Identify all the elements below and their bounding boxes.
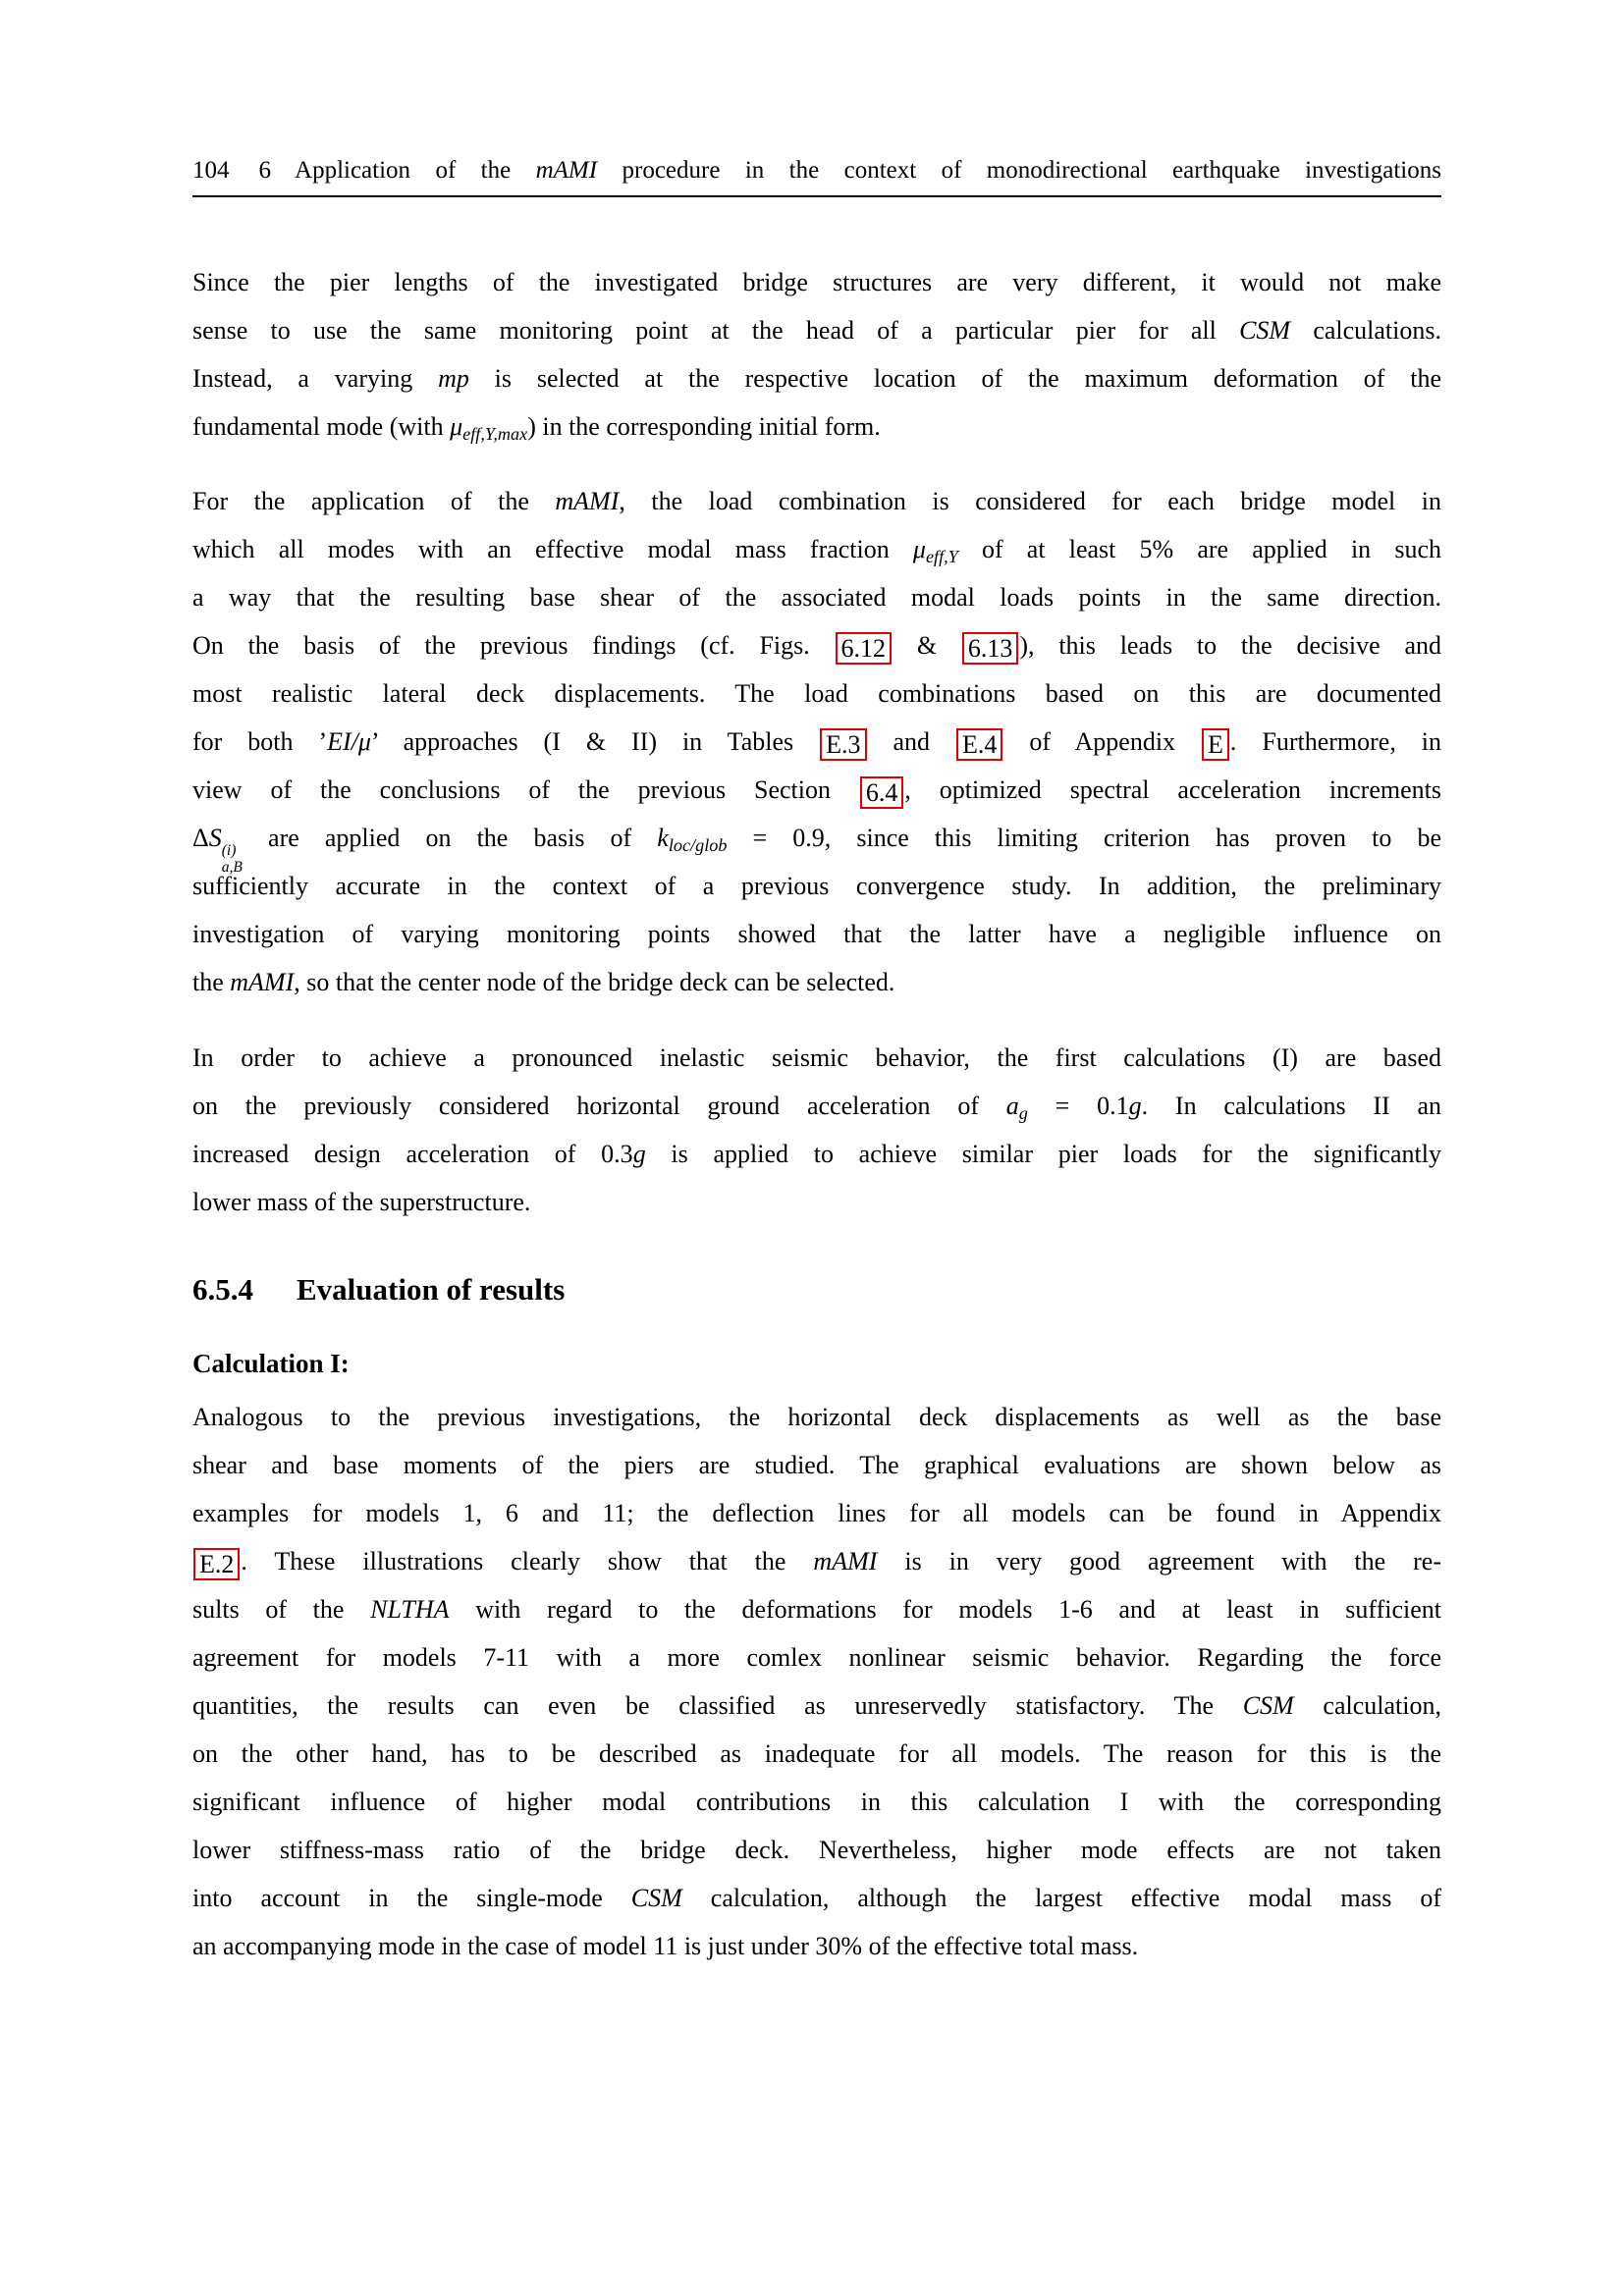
text-line (192, 1778, 1441, 1826)
italic-term: k (657, 824, 669, 852)
text-line (192, 1826, 1441, 1874)
chapter-header-title (259, 157, 1442, 184)
text-segment: , optimized spectral acceleration increments (904, 775, 1441, 804)
section-number: 6.5.4 (192, 1272, 253, 1307)
text-segment: is in very good agreement with the re- (877, 1547, 1442, 1575)
header-rule (192, 195, 1441, 197)
math-subscript: g (1018, 1103, 1028, 1124)
text-segment: quantities, the results can even be classified as unreservedly statisfactory. The (192, 1691, 1243, 1720)
ref-link[interactable]: 6.4 (860, 776, 904, 809)
text-line (192, 354, 1441, 402)
text-segment: of Appendix (1003, 727, 1202, 756)
text-line (192, 1730, 1441, 1778)
ref-link[interactable]: E.3 (820, 728, 866, 761)
text-segment: and (867, 727, 955, 756)
text-segment: , the load combination is considered for each bridge model in (619, 487, 1441, 515)
text-segment: & (893, 631, 961, 660)
text-line (192, 1082, 1441, 1130)
text-segment: the (192, 968, 231, 996)
text-block (192, 155, 1441, 1970)
italic-term: S (208, 824, 222, 852)
italic-term: CSM (1242, 1691, 1294, 1720)
text-line (192, 306, 1441, 354)
text-segment: , so that the center node of the bridge deck can be selected. (294, 968, 895, 996)
text-segment: 6 Application of the (258, 157, 536, 184)
ref-link[interactable]: 6.13 (962, 632, 1019, 665)
text-line (192, 1922, 1441, 1970)
text-line (192, 766, 1441, 814)
text-line (192, 621, 1441, 669)
text-segment: for both ’ (192, 727, 328, 756)
text-segment: on the other hand, has to be described as inadequate for all models. The reason for this is the (192, 1739, 1441, 1768)
text-segment: agreement for models 7-11 with a more comlex nonlinear seismic behavior. Regarding the force (192, 1643, 1441, 1672)
italic-term: μ (450, 412, 463, 441)
text-segment: procedure in the context of monodirectional earthquake investigations (597, 157, 1441, 184)
text-segment: with regard to the deformations for models 1-6 and at least in sufficient (449, 1595, 1442, 1624)
italic-term: a (1005, 1092, 1019, 1120)
text-segment: sufficiently accurate in the context of a previous convergence study. In addition, the preliminary (192, 872, 1441, 900)
text-line (192, 910, 1441, 958)
text-segment: is applied to achieve similar pier loads for the significantly (645, 1140, 1441, 1168)
italic-term: mp (438, 364, 469, 393)
text-line (192, 573, 1441, 621)
italic-term: g (1128, 1092, 1142, 1120)
text-segment: lower mass of the superstructure. (192, 1188, 531, 1216)
text-segment: investigation of varying monitoring points showed that the latter have a negligible influence on (192, 920, 1441, 948)
page-number: 104 (192, 157, 230, 184)
text-line (192, 1034, 1441, 1082)
text-segment: sults of the (192, 1595, 371, 1624)
text-segment: For the application of the (192, 487, 556, 515)
text-line (192, 1682, 1441, 1730)
text-segment: calculations. (1290, 316, 1441, 345)
text-line (192, 1633, 1441, 1682)
ref-link[interactable]: E (1202, 728, 1229, 761)
text-segment: calculation, although the largest effective modal mass of (681, 1884, 1441, 1912)
text-segment: an accompanying mode in the case of model 11 is just under 30% of the effective total mass. (192, 1932, 1139, 1960)
math-subscript: loc/glob (668, 835, 728, 856)
italic-term: μ (912, 535, 926, 563)
text-line (192, 1489, 1441, 1537)
ref-link[interactable]: E.2 (193, 1548, 240, 1580)
math-subscript: eff,Y (925, 547, 958, 567)
text-segment: examples for models 1, 6 and 11; the deflection lines for all models can be found in Appendix (192, 1499, 1441, 1527)
text-segment: In order to achieve a pronounced inelastic seismic behavior, the first calculations (I) are based (192, 1043, 1441, 1072)
text-line (192, 1537, 1441, 1585)
text-line (192, 1130, 1441, 1178)
text-line (192, 862, 1441, 910)
italic-term: mAMI (555, 487, 620, 515)
text-segment: is selected at the respective location of the maximum deformation of the (468, 364, 1441, 393)
text-line (192, 814, 1441, 877)
text-segment: Instead, a varying (192, 364, 439, 393)
text-segment: ) in the corresponding initial form. (527, 412, 881, 441)
text-segment: significant influence of higher modal contributions in this calculation I with the corresponding (192, 1788, 1441, 1816)
paragraph-monitoring-point (192, 258, 1441, 451)
text-segment: into account in the single-mode (192, 1884, 631, 1912)
text-segment: Since the pier lengths of the investigated bridge structures are very different, it would not make (192, 268, 1441, 296)
italic-term: NLTHA (370, 1595, 450, 1624)
text-line (192, 958, 1441, 1006)
text-line (192, 1874, 1441, 1922)
italic-term: CSM (630, 1884, 682, 1912)
text-segment: Δ (192, 824, 209, 852)
text-segment: are applied on the basis of (242, 824, 658, 852)
ref-link[interactable]: E.4 (956, 728, 1002, 761)
paragraph-calculation-one-evaluation (192, 1393, 1441, 1970)
text-segment: on the previously considered horizontal ground acceleration of (192, 1092, 1006, 1120)
text-line (192, 258, 1441, 306)
text-line (192, 1585, 1441, 1633)
text-segment: ), this leads to the decisive and (1019, 631, 1442, 660)
text-segment: most realistic lateral deck displacements. The load combinations based on this are documented (192, 679, 1441, 708)
text-segment: ’ approaches (I & II) in Tables (370, 727, 820, 756)
paragraph-calculation-setup (192, 1034, 1441, 1226)
text-segment: Analogous to the previous investigations, the horizontal deck displacements as well as the base (192, 1403, 1441, 1431)
text-line (192, 525, 1441, 573)
section-heading (192, 1271, 1441, 1308)
text-segment: increased design acceleration of 0.3 (192, 1140, 633, 1168)
math-subscript: eff,Y,max (462, 424, 528, 445)
text-line (192, 402, 1441, 451)
text-segment: . In calculations II an (1141, 1092, 1441, 1120)
text-segment: calculation, (1293, 1691, 1441, 1720)
italic-term: EI/μ (327, 727, 371, 756)
text-line (192, 477, 1441, 525)
text-segment: shear and base moments of the piers are studied. The graphical evaluations are shown below as (192, 1451, 1441, 1479)
italic-term: mAMI (230, 968, 295, 996)
italic-term: mAMI (535, 157, 598, 184)
running-header (192, 155, 1441, 187)
text-segment: fundamental mode (with (192, 412, 451, 441)
text-line (192, 1441, 1441, 1489)
text-segment: which all modes with an effective modal mass fraction (192, 535, 913, 563)
text-line (192, 1393, 1441, 1441)
text-line (192, 669, 1441, 718)
ref-link[interactable]: 6.12 (836, 632, 893, 665)
text-segment: = 0.9, since this limiting criterion has proven to be (727, 824, 1441, 852)
text-segment: lower stiffness-mass ratio of the bridge deck. Nevertheless, higher mode effects are not taken (192, 1836, 1441, 1864)
italic-term: mAMI (813, 1547, 878, 1575)
text-line (192, 1178, 1441, 1226)
text-segment: . Furthermore, in (1229, 727, 1442, 756)
paragraph-load-combination (192, 477, 1441, 1006)
italic-term: g (632, 1140, 646, 1168)
text-line (192, 718, 1441, 766)
section-title: Evaluation of results (297, 1272, 566, 1307)
math-script-row: (i) (221, 841, 237, 859)
text-segment: . These illustrations clearly show that the (241, 1547, 814, 1575)
text-segment: a way that the resulting base shear of the associated modal loads points in the same direction. (192, 583, 1441, 612)
text-segment: On the basis of the previous findings (cf. Figs. (192, 631, 835, 660)
text-segment: of at least 5% are applied in such (957, 535, 1441, 563)
text-segment: view of the conclusions of the previous Section (192, 775, 859, 804)
subheading-calculation-one: Calculation I: (192, 1349, 350, 1378)
italic-term: CSM (1239, 316, 1291, 345)
text-segment: sense to use the same monitoring point at the head of a particular pier for all (192, 316, 1240, 345)
math-script-row: a,B (221, 859, 243, 877)
text-segment: = 0.1 (1027, 1092, 1129, 1120)
